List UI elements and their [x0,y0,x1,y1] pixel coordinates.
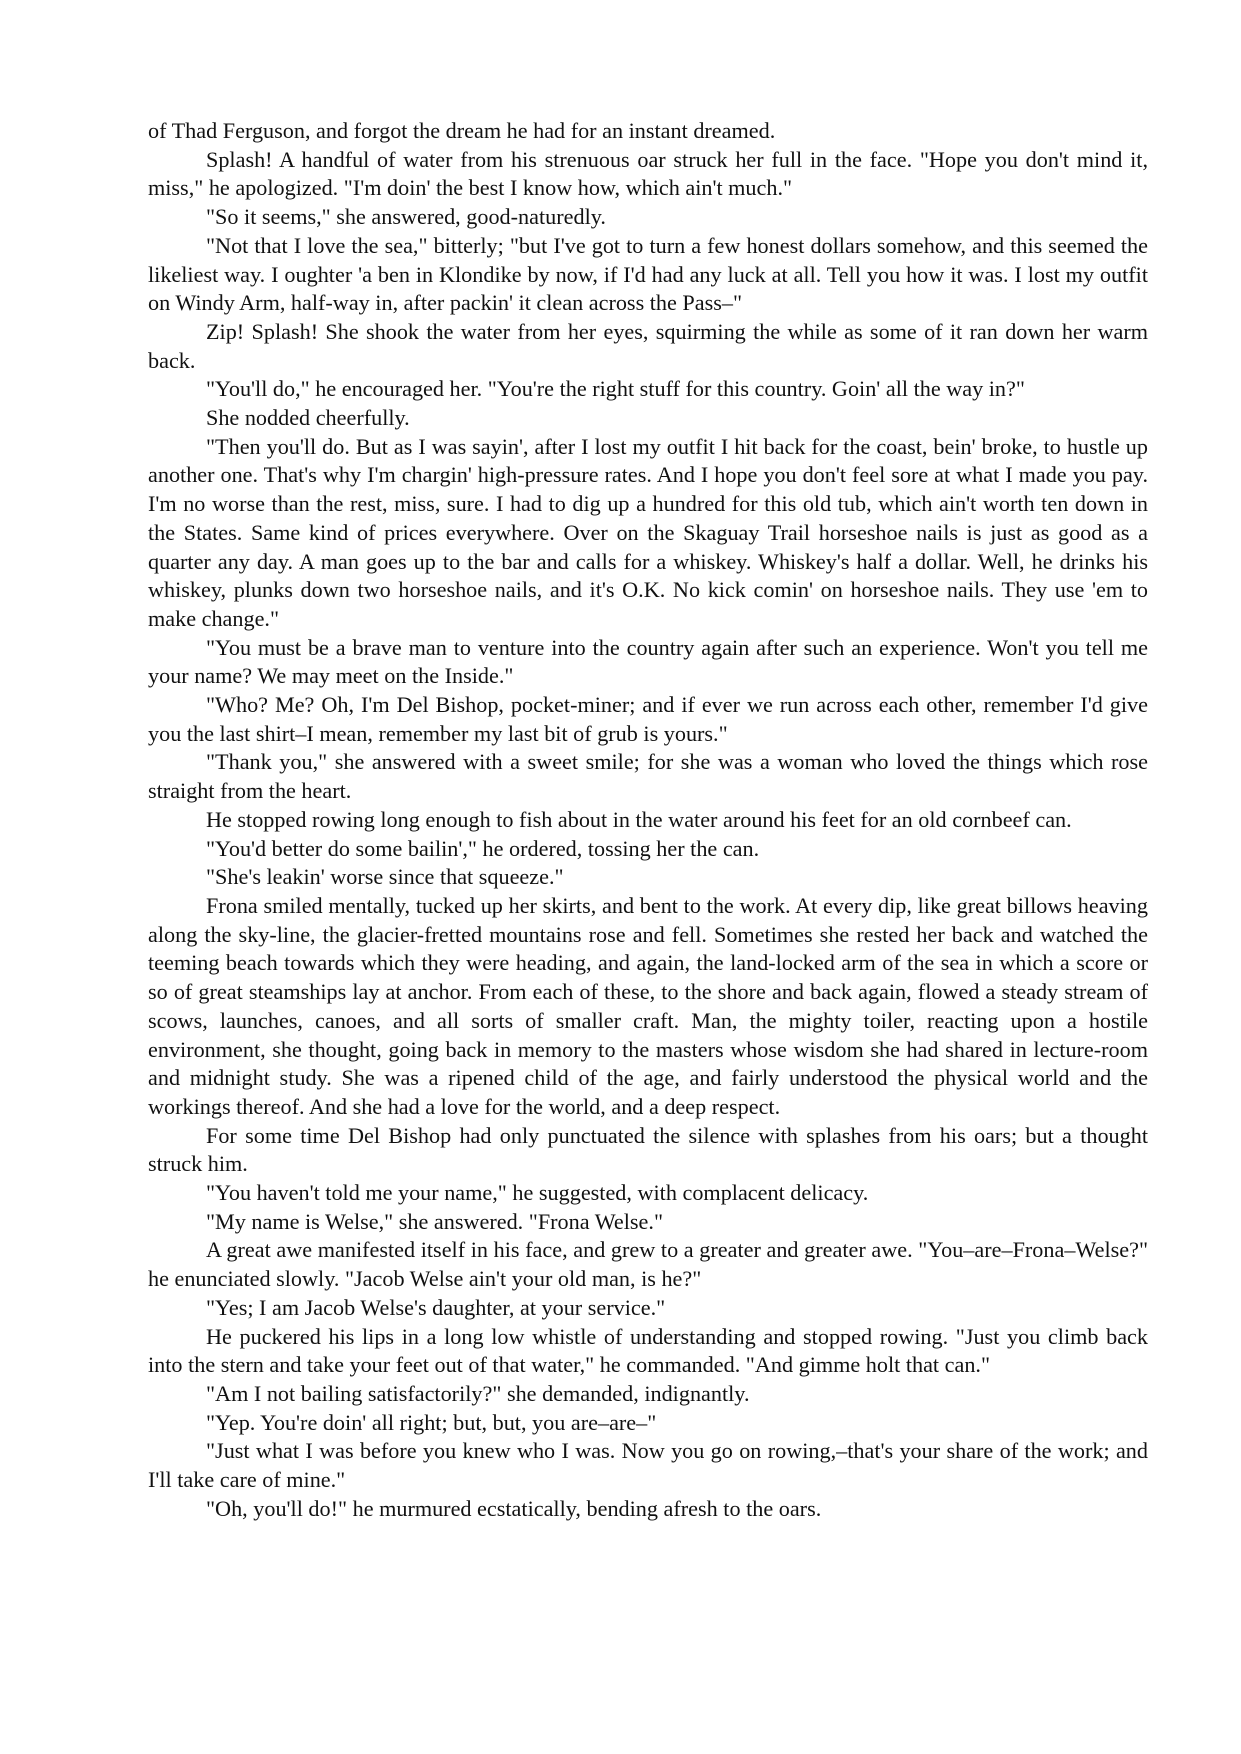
paragraph: "You'll do," he encouraged her. "You're the right stuff for this country. Goin' all the way in?" [206,376,1025,402]
paragraph: "Not that I love the sea," bitterly; "but I've got to turn a few honest dollars somehow, and this seemed the likeliest way. I oughter 'a ben in Klondike by now, if I'd had any luck at all. Tell you how it was. I lost my outfit on Windy Arm, half-way in, after packin' it clean across the Pass–" [148,232,1148,316]
paragraph: "Just what I was before you knew who I was. Now you go on rowing,–that's your share of the work; and I'll take care of mine." [148,1438,1148,1493]
paragraph: He puckered his lips in a long low whistle of understanding and stopped rowing. "Just you climb back into the stern and take your feet out of that water," he commanded. "And gimme holt that can." [148,1323,1148,1378]
paragraph: "Yes; I am Jacob Welse's daughter, at your service." [206,1294,666,1320]
paragraph: "My name is Welse," she answered. "Frona Welse." [206,1208,663,1234]
paragraph: "She's leakin' worse since that squeeze." [206,864,564,890]
paragraph: Frona smiled mentally, tucked up her skirts, and bent to the work. At every dip, like great billows heaving along the sky-line, the glacier-fretted mountains rose and fell. Sometimes she rested her back and watched the teeming beach towards which they were heading, and again, the land-locked arm of the sea in which a score or so of great steamships lay at anchor. From each of these, to the shore and back again, flowed a steady stream of scows, launches, canoes, and all sorts of smaller craft. Man, the mighty toiler, reacting upon a hostile environment, she thought, going back in memory to the masters whose wisdom she had shared in lecture-room and midnight study. She was a ripened child of the age, and fairly understood the physical world and the workings thereof. And she had a love for the world, and a deep respect. [148,892,1148,1119]
paragraph: "Oh, you'll do!" he murmured ecstatically, bending afresh to the oars. [206,1495,822,1521]
paragraph: "Who? Me? Oh, I'm Del Bishop, pocket-miner; and if ever we run across each other, remember I'd give you the last shirt–I mean, remember my last bit of grub is yours." [148,692,1148,746]
paragraph: "So it seems," she answered, good-naturedly. [206,204,606,230]
paragraph: He stopped rowing long enough to fish about in the water around his feet for an old cornbeef can. [206,806,1072,832]
paragraph: "You haven't told me your name," he suggested, with complacent delicacy. [206,1180,869,1206]
paragraph: "You must be a brave man to venture into the country again after such an experience. Won't you tell me your name? We may meet on the Inside." [148,634,1148,689]
paragraph-continuation: of Thad Ferguson, and forgot the dream he had for an instant dreamed. [148,118,776,143]
paragraph: Zip! Splash! She shook the water from her eyes, squirming the while as some of it ran down her warm back. [148,318,1148,373]
paragraph: "Am I not bailing satisfactorily?" she demanded, indignantly. [206,1380,750,1406]
paragraph: Splash! A handful of water from his strenuous oar struck her full in the face. "Hope you don't mind it, miss," he apologized. "I'm doin' the best I know how, which ain't much." [148,146,1148,201]
paragraph: She nodded cheerfully. [206,405,410,431]
paragraph: "Then you'll do. But as I was sayin', after I lost my outfit I hit back for the coast, bein' broke, to hustle up another one. That's why I'm chargin' high-pressure rates. And I hope you don't feel sore at what I made you pay. I'm no worse than the rest, miss, sure. I had to dig up a hundred for this old tub, which ain't worth ten down in the States. Same kind of prices everywhere. Over on the Skaguay Trail horseshoe nails is just as good as a quarter any day. A man goes up to the bar and calls for a whiskey. Whiskey's half a dollar. Well, he drinks his whiskey, plunks down two horseshoe nails, and it's O.K. No kick comin' on horseshoe nails. They use 'em to make change." [148,433,1148,631]
paragraph: For some time Del Bishop had only punctuated the silence with splashes from his oars; but a thought struck him. [148,1122,1148,1177]
paragraph: A great awe manifested itself in his face, and grew to a greater and greater awe. "You–are–Frona–Welse?" he enunciated slowly. "Jacob Welse ain't your old man, is he?" [148,1237,1148,1292]
paragraph: "You'd better do some bailin'," he ordered, tossing her the can. [206,835,760,861]
page-body [148,117,1148,1523]
paragraph: "Thank you," she answered with a sweet smile; for she was a woman who loved the things which rose straight from the heart. [148,749,1148,804]
paragraph: "Yep. You're doin' all right; but, but, you are–are–" [206,1409,657,1435]
